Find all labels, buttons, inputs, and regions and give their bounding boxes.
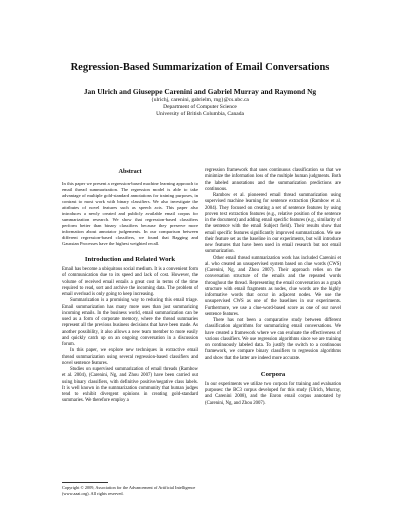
right-column — [205, 168, 341, 407]
body-paragraph: Other email thread summarization work has included Carenini et al. who created an unsupervised system based on clue words (CWS) (Carenini, Ng, and Zhou 2007). Their approach relies on the conversation structure of the emails and the repeated words throughout the thread. Representing the email conversation as a graph structure with email fragments as nodes, clue words are the highly informative words that occur in adjacent nodes. We use the unsupervised CWS as one of the baselines in our experiments. Furthermore, we use a clue-word-based score as one of our novel sentence features. — [205, 255, 341, 317]
body-paragraph: Rambow et al. pioneered email thread summarization using supervised machine learning for sentence extraction (Rambow et al. 2004). They focused on creating a set of sentence features by using proven text extraction features (e.g., relative position of the sentence in the document) and adding email specific features (e.g., similarity of the sentence with the email Subject field). Their results show that email specific features significantly improved summarization. We use their feature set as the baseline in our experiments, but will introduce new features that have been used in email research but not email summarization. — [205, 193, 341, 255]
body-paragraph: regression framework that uses continuous classification so that we minimize the information loss of the multiple human judgments. Both the labeled annotations and the summarization predictions are continuous. — [205, 168, 341, 192]
section-heading-corpora: Corpora — [260, 370, 286, 378]
author-list: Jan Ulrich and Giuseppe Carenini and Gabriel Murray and Raymond Ng — [83, 87, 317, 96]
intro-paragraph: Summarization is a promising way to reducing this email triage. Email summarization has many more uses than just summarizing incoming emails. In the business world, email summarization can be used as a form of corporate memory, where the thread summaries represent all the previous business decisions that have been made. As another possibility, it also allows a new team member to more easily and quickly catch up on an ongoing conversation in a discussion forum. — [62, 298, 198, 347]
copyright-footnote: Copyright © 2009, Association for the Advancement of Artificial Intelligence (www.aaai.org). All rights reserved. — [62, 485, 196, 496]
corpora-paragraph: In our experiments we utilize two corpora for training and evaluation purposes: the BC3 corpus developed for this study (Ulrich, Murray, and Carenini 2008), and the Enron email corpus annotated by (Carenini, Ng, and Zhou 2007). — [205, 381, 341, 406]
footnote-divider — [62, 482, 108, 483]
university: University of British Columbia, Canada — [156, 111, 244, 117]
abstract-heading: Abstract — [118, 168, 142, 175]
intro-paragraph: Studies on supervised summarization of email threads (Rambow et al. 2004), (Carenini, Ng, and Zhou 2007) have been carried out using binary classifiers, with definitive positive/negative class labels. It is well known in the summarization community that human judges tend to exhibit divergent opinions in creating gold-standard summaries. We therefore employ a — [62, 367, 198, 404]
author-emails: {ulrichj, carenini, gabrielm, rng}@cs.ubc.ca — [151, 97, 249, 103]
body-paragraph: There has not been a comparative study between different classification algorithms for summarizing email conversations. We have created a framework where we can evaluate the effectiveness of various classifiers. We use regression algorithms since we are training on continuously labeled data. To justify the switch to a continuous framework, we compare binary classifiers to regression algorithms and show that the latter are indeed more accurate. — [205, 318, 341, 361]
abstract-text: In this paper we present a regression-based machine learning approach to email thread summarization. The regression model is able to take advantage of multiple gold-standard annotations for training purposes, in contrast to most work with binary classifiers. We also investigate the attributes of novel features such as speech acts. This paper also introduces a newly created and publicly available email corpus for summarization research. We show that regression-based classifiers perform better than binary classifiers because they preserve more information about annotator judgements. In our comparison between different regression-based classifiers, we found that Bagging and Gaussian Processes have the highest weighted recall. — [62, 181, 198, 246]
section-heading-introduction: Introduction and Related Work — [84, 256, 176, 263]
intro-paragraph: Email has become a ubiquitous social medium. It is a convenient form of communication due to its speed and lack of cost. However, the volume of received email entails a great cost in terms of the time required to read, sort and archive the incoming data. The problem of email overload is only going to keep increasing. — [62, 267, 198, 297]
left-column — [62, 168, 198, 405]
affiliation-block — [0, 97, 400, 118]
paper-title: Regression-Based Summarization of Email Conversations — [70, 62, 330, 73]
department: Department of Computer Science — [163, 104, 237, 110]
intro-paragraph: In this paper, we explore new techniques in extractive email thread summarization using several regression-based classifiers and novel sentence features. — [62, 348, 198, 366]
